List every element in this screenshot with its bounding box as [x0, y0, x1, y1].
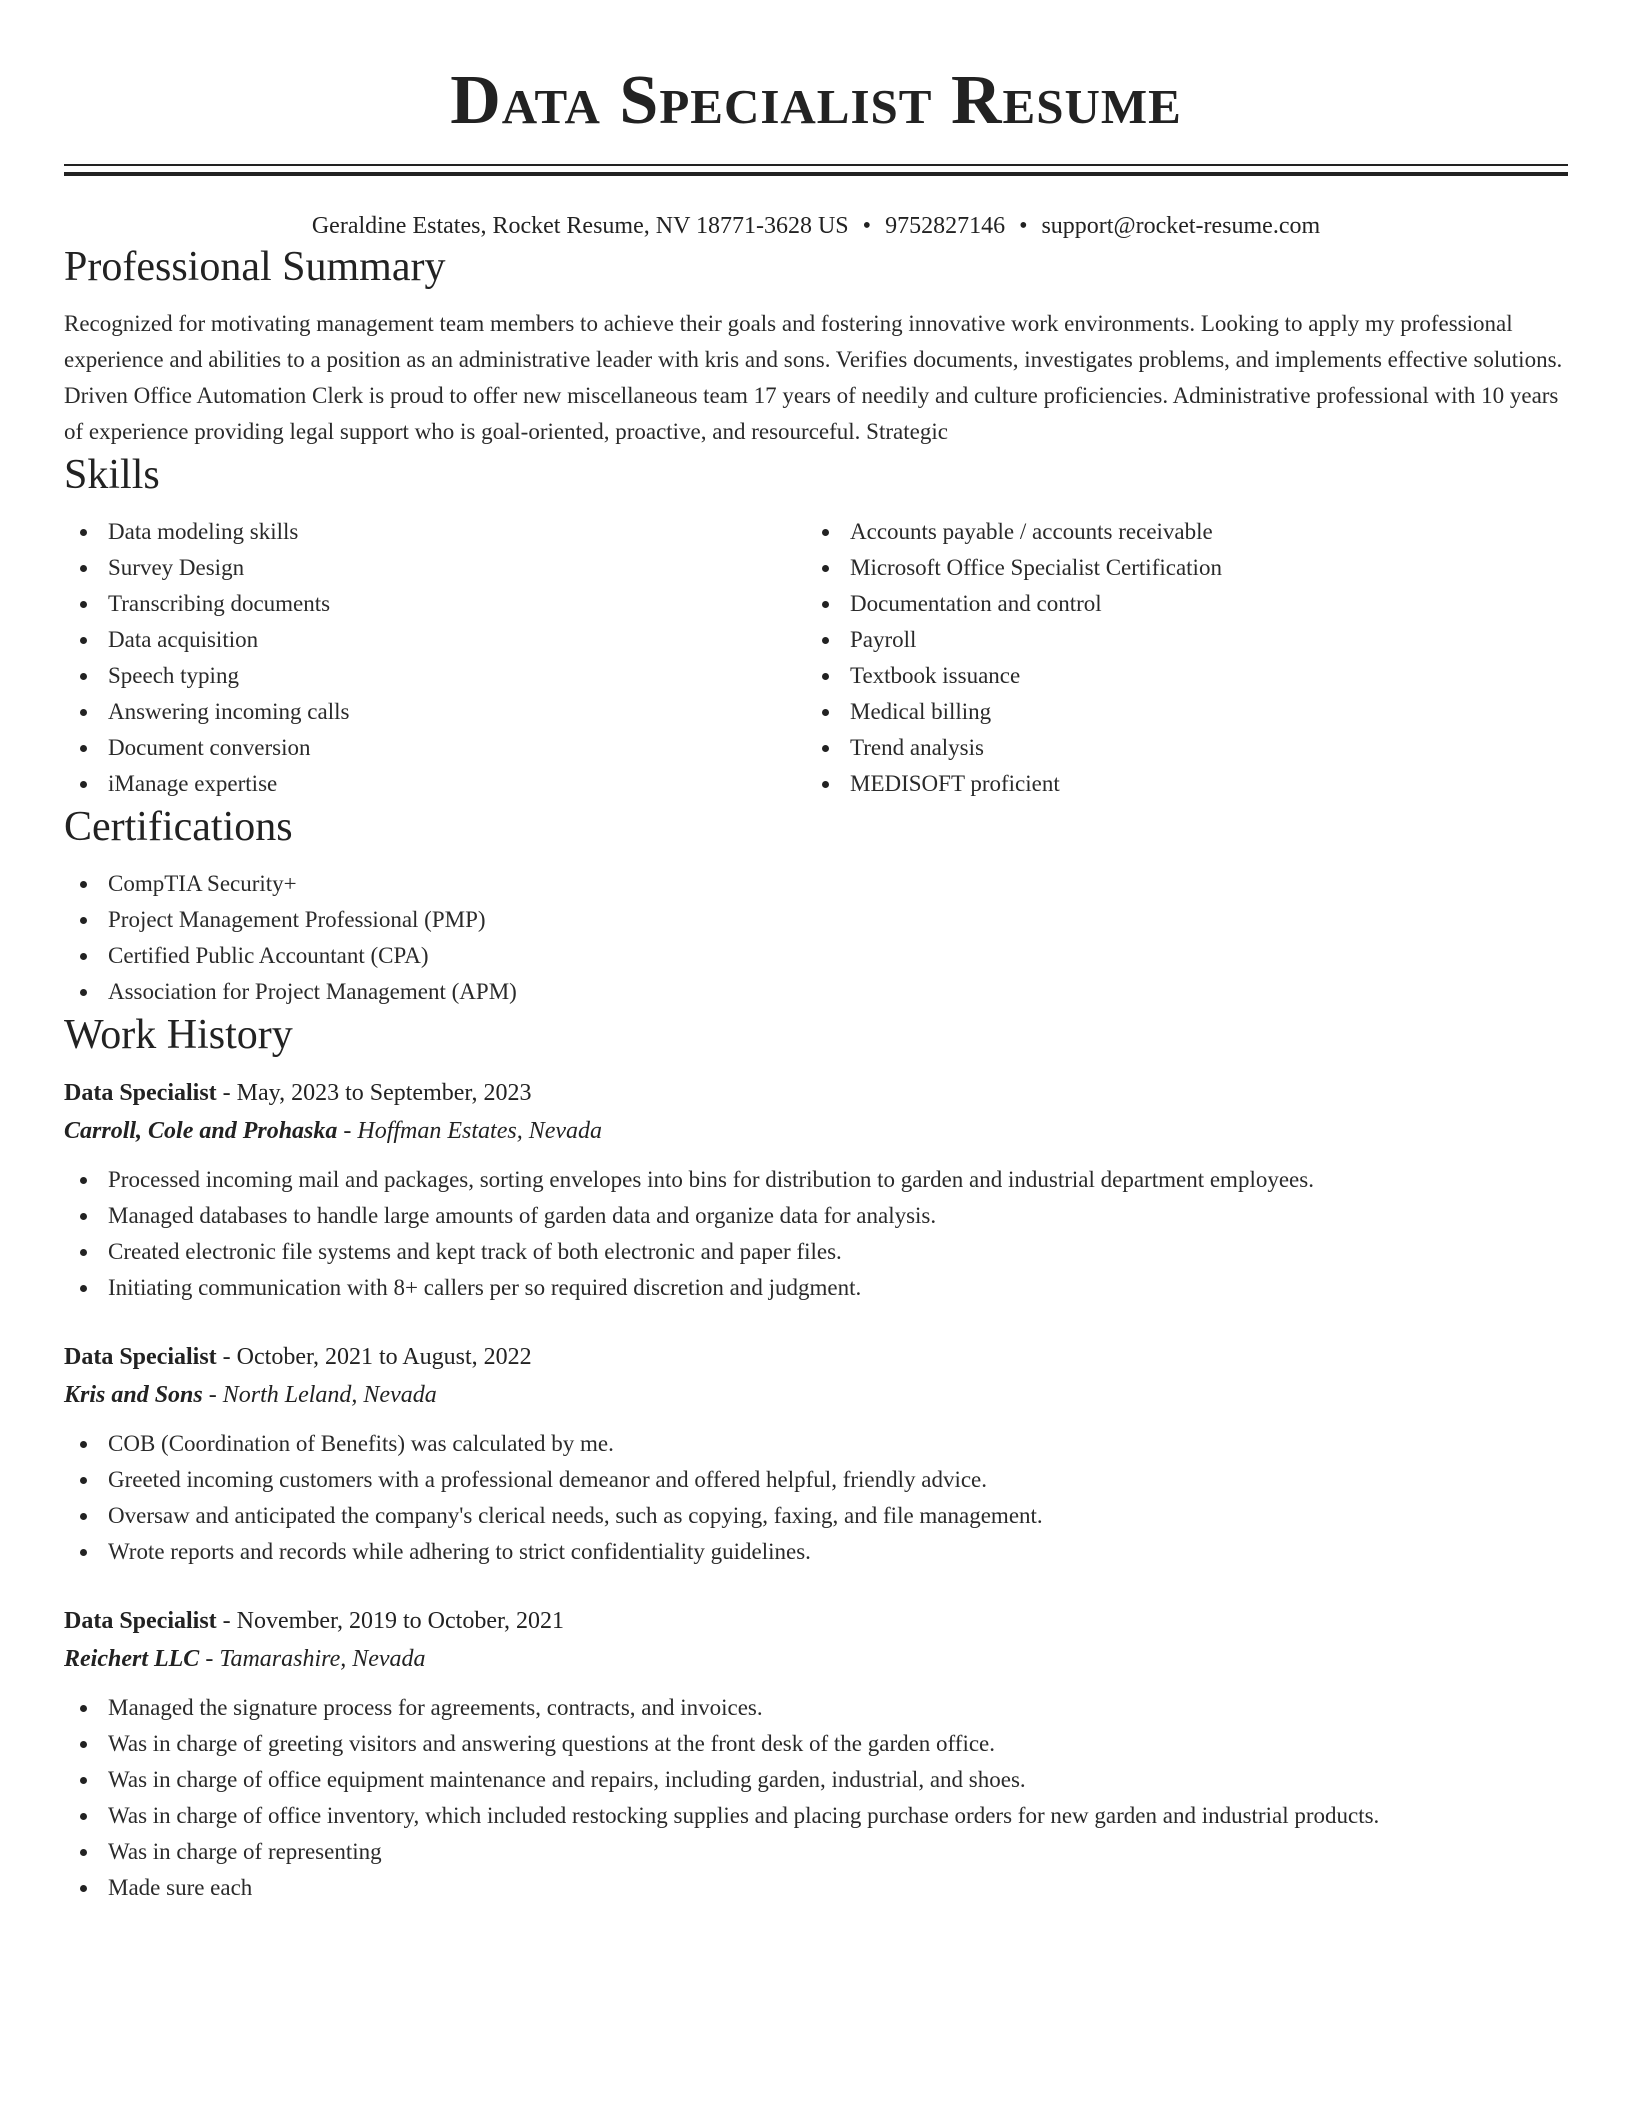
contact-address: Geraldine Estates, Rocket Resume, NV 18771-3628 US	[311, 213, 849, 239]
job-spacer	[64, 1306, 1568, 1338]
certification-item: Certified Public Accountant (CPA)	[64, 938, 1568, 974]
certifications-list	[64, 866, 1568, 1010]
job-location: - Tamarashire, Nevada	[199, 1646, 426, 1672]
skills-grid	[64, 514, 1568, 802]
contact-email: support@rocket-resume.com	[1041, 213, 1321, 239]
job-location: - North Leland, Nevada	[202, 1382, 437, 1408]
job-company: Carroll, Cole and Prohaska	[64, 1118, 338, 1144]
job-duty-item: Was in charge of office equipment maintenance and repairs, including garden, industrial, and shoes.	[64, 1762, 1568, 1798]
job-duties-list	[64, 1426, 1568, 1570]
divider-thick-line	[64, 172, 1568, 176]
contact-separator: •	[1019, 213, 1028, 239]
certification-item: Association for Project Management (APM)	[64, 974, 1568, 1010]
skill-item: Transcribing documents	[64, 586, 806, 622]
skill-item: Data acquisition	[64, 622, 806, 658]
job-title-line	[64, 1602, 1568, 1640]
job-role: Data Specialist	[64, 1344, 217, 1370]
job-company: Reichert LLC	[64, 1646, 200, 1672]
job-company-line	[64, 1376, 1568, 1414]
job-duty-item: Managed the signature process for agreements, contracts, and invoices.	[64, 1690, 1568, 1726]
skill-item: Medical billing	[806, 694, 1548, 730]
work-history-heading: Work History	[64, 1012, 293, 1058]
certification-item: CompTIA Security+	[64, 866, 1568, 902]
skill-item: MEDISOFT proficient	[806, 766, 1548, 802]
job-company-line	[64, 1112, 1568, 1150]
job-location: - Hoffman Estates, Nevada	[337, 1118, 603, 1144]
job-dates: - May, 2023 to September, 2023	[216, 1080, 532, 1106]
skill-item: Document conversion	[64, 730, 806, 766]
job-entry	[64, 1338, 1568, 1570]
job-title-line	[64, 1074, 1568, 1112]
skills-heading: Skills	[64, 452, 160, 498]
divider-thin-line	[64, 164, 1568, 166]
job-duty-item: Initiating communication with 8+ callers per so required discretion and judgment.	[64, 1270, 1568, 1306]
skills-list-left	[64, 514, 806, 802]
job-duties-list	[64, 1162, 1568, 1306]
skill-item: Payroll	[806, 622, 1548, 658]
skill-item: Textbook issuance	[806, 658, 1548, 694]
job-duty-item: Oversaw and anticipated the company's clerical needs, such as copying, faxing, and file management.	[64, 1498, 1568, 1534]
job-duty-item: Wrote reports and records while adhering to strict confidentiality guidelines.	[64, 1534, 1568, 1570]
contact-separator: •	[862, 213, 872, 239]
skill-item: Speech typing	[64, 658, 806, 694]
certifications-heading: Certifications	[64, 804, 293, 850]
skill-item: Answering incoming calls	[64, 694, 806, 730]
skill-item: Survey Design	[64, 550, 806, 586]
job-dates: - October, 2021 to August, 2022	[216, 1344, 532, 1370]
job-entry	[64, 1074, 1568, 1306]
job-duty-item: Managed databases to handle large amounts of garden data and organize data for analysis.	[64, 1198, 1568, 1234]
job-role: Data Specialist	[64, 1608, 217, 1634]
job-spacer	[64, 1570, 1568, 1602]
job-duty-item: Greeted incoming customers with a professional demeanor and offered helpful, friendly advice.	[64, 1462, 1568, 1498]
resume-title: Data Specialist Resume	[450, 62, 1182, 139]
job-company: Kris and Sons	[64, 1382, 203, 1408]
certification-item: Project Management Professional (PMP)	[64, 902, 1568, 938]
job-duty-item: Created electronic file systems and kept track of both electronic and paper files.	[64, 1234, 1568, 1270]
summary-heading: Professional Summary	[64, 244, 446, 290]
skills-list-right	[806, 514, 1548, 802]
job-duty-item: Processed incoming mail and packages, sorting envelopes into bins for distribution to garden and industrial department employees.	[64, 1162, 1568, 1198]
title-divider	[64, 164, 1568, 176]
job-role: Data Specialist	[64, 1080, 217, 1106]
contact-line	[64, 210, 1568, 242]
contact-phone: 9752827146	[885, 213, 1006, 239]
job-title-line	[64, 1338, 1568, 1376]
job-entry	[64, 1602, 1568, 1906]
job-duty-item: Was in charge of greeting visitors and answering questions at the front desk of the garden office.	[64, 1726, 1568, 1762]
job-duty-item: Made sure each	[64, 1870, 1568, 1906]
skill-item: Documentation and control	[806, 586, 1548, 622]
skill-item: Accounts payable / accounts receivable	[806, 514, 1548, 550]
job-duty-item: Was in charge of representing	[64, 1834, 1568, 1870]
skill-item: Trend analysis	[806, 730, 1548, 766]
job-duties-list	[64, 1690, 1568, 1906]
resume-page	[64, 0, 1568, 1906]
summary-text: Recognized for motivating management team members to achieve their goals and fostering innovative work environments. Looking to apply my professional experience and abilities to a position as an administrative leader with kris and sons. Verifies documents, investigates problems, and implements effective solutions. Driven Office Automation Clerk is proud to offer new miscellaneous team 17 years of needily and culture proficiencies. Administrative professional with 10 years of experience providing legal support who is goal-oriented, proactive, and resourceful. Strategic	[64, 311, 1563, 444]
skill-item: Data modeling skills	[64, 514, 806, 550]
skill-item: Microsoft Office Specialist Certification	[806, 550, 1548, 586]
job-duty-item: Was in charge of office inventory, which included restocking supplies and placing purchase orders for new garden and industrial products.	[64, 1798, 1568, 1834]
job-dates: - November, 2019 to October, 2021	[216, 1608, 565, 1634]
skill-item: iManage expertise	[64, 766, 806, 802]
job-company-line	[64, 1640, 1568, 1678]
job-duty-item: COB (Coordination of Benefits) was calculated by me.	[64, 1426, 1568, 1462]
